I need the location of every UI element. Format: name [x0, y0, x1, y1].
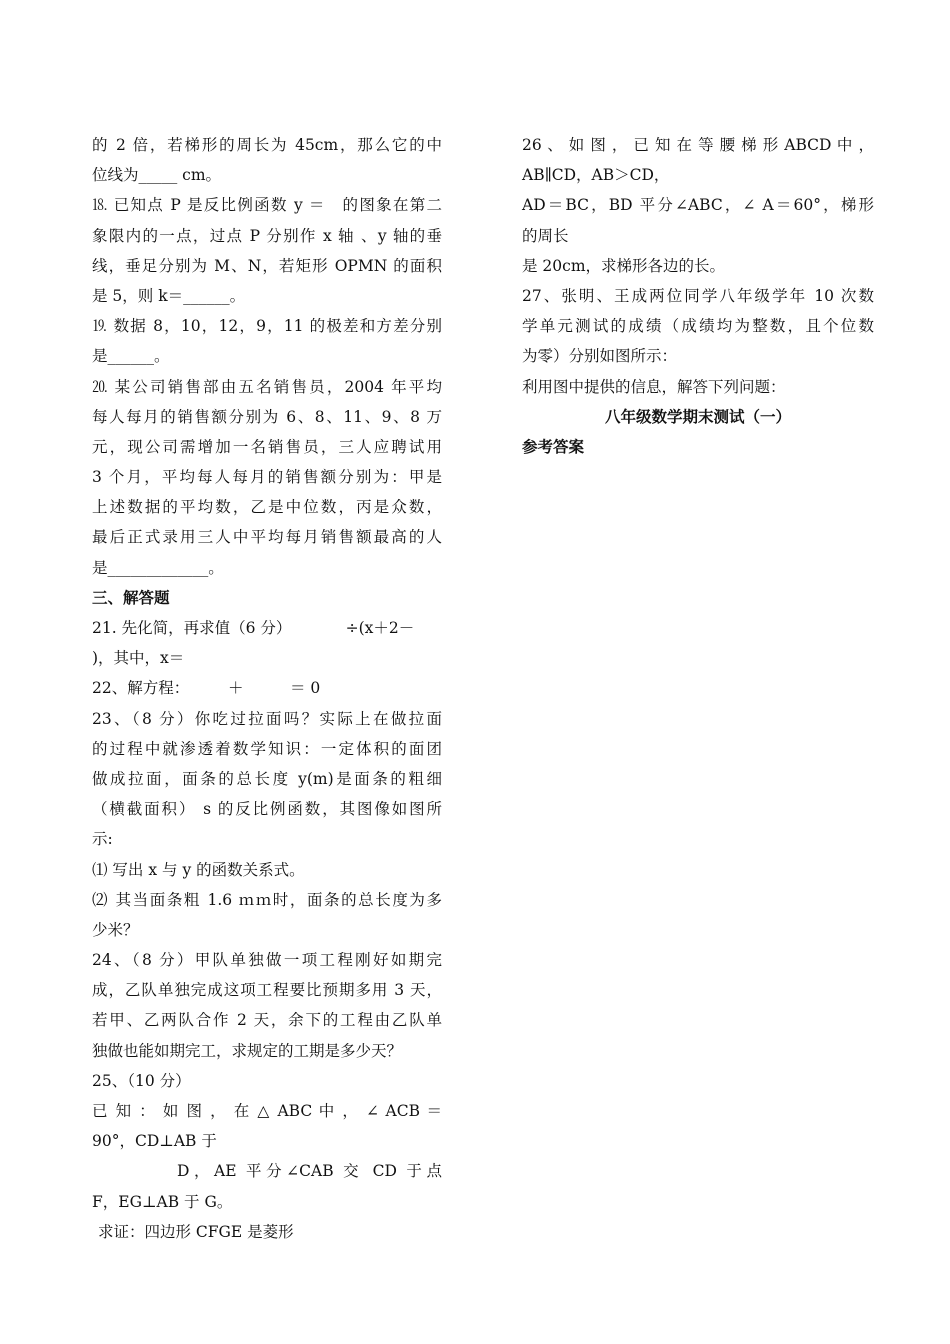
question-22: 22、解方程： ＋ ＝ 0	[92, 679, 321, 698]
section-heading: 三、解答题	[92, 588, 170, 607]
text-line: 的 2 倍，若梯形的周长为 45cm，那么它的中	[92, 136, 442, 154]
question-21: 21. 先化简，再求值（6 分） ÷(x＋2－	[92, 619, 415, 637]
text-line: 已 知 ： 如 图 ， 在 △ ABC 中 ， ∠ ACB ＝	[92, 1102, 442, 1120]
question-23: 23、（8 分）你吃过拉面吗？实际上在做拉面	[92, 709, 442, 728]
text-line: 为零）分别如图所示：	[522, 347, 678, 366]
left-column	[92, 130, 442, 1247]
text-line: 利用图中提供的信息，解答下列问题：	[522, 377, 786, 396]
text-line: 是_____________。	[92, 558, 224, 577]
text-line: 做成拉面，面条的总长度 y(m)是面条的粗细	[92, 769, 442, 788]
question-18: ⒙ 已知点 P 是反比例函数 y ＝ 的图象在第二	[92, 196, 442, 215]
answer-title: 八年级数学期末测试（一）	[604, 407, 791, 426]
text-line: AB∥CD，AB＞CD，	[522, 166, 670, 185]
text-line: 示:	[92, 830, 113, 849]
text-line: )，其中，x＝	[92, 649, 185, 668]
text-line: 若甲、乙两队合作 2 天，余下的工程由乙队单	[92, 1011, 442, 1030]
text-line: 3 个月，平均每人每月的销售额分别为：甲是	[92, 468, 442, 487]
text-line: 每人每月的销售额分别为 6、8、11、9、8 万	[92, 407, 442, 426]
question-19: ⒚ 数据 8，10，12，9，11 的极差和方差分别	[92, 317, 442, 336]
question-26: 26 、 如 图 ， 已 知 在 等 腰 梯 形 ABCD 中 ，	[522, 136, 874, 154]
text-line: 90°，CD⊥AB 于	[92, 1132, 217, 1151]
question-27: 27、张明、王成两位同学八年级学年 10 次数	[522, 286, 874, 305]
question-25: 25、（10 分）	[92, 1071, 191, 1090]
answer-subtitle: 参考答案	[522, 437, 585, 456]
text-line: 元，现公司需增加一名销售员，三人应聘试用	[92, 437, 442, 456]
right-column	[522, 130, 874, 462]
text-line: 线，垂足分别为 M、N，若矩形 OPMN 的面积	[92, 256, 442, 275]
text-line: 位线为_____ cm。	[92, 166, 222, 185]
text-line: （横截面积） s 的反比例函数，其图像如图所	[92, 800, 442, 819]
text-line: D，AE 平分∠CAB 交 CD 于点	[177, 1162, 442, 1181]
text-line: 少米？	[92, 920, 139, 939]
question-24: 24、（8 分）甲队单独做一项工程刚好如期完	[92, 951, 442, 970]
text-line: 最后正式录用三人中平均每月销售额最高的人	[92, 528, 442, 547]
text-line: 上述数据的平均数，乙是中位数，丙是众数，	[92, 498, 442, 517]
text-line: 象限内的一点，过点 P 分别作 x 轴 、y 轴的垂	[92, 226, 442, 245]
text-line: 的周长	[522, 226, 569, 245]
text-line: F，EG⊥AB 于 G。	[92, 1192, 233, 1211]
text-line: 是______。	[92, 347, 170, 366]
sub-question-1: ⑴ 写出 x 与 y 的函数关系式。	[92, 860, 305, 879]
text-line: 独做也能如期完工，求规定的工期是多少天？	[92, 1041, 403, 1060]
text-line: AD＝BC，BD 平分∠ABC，∠ A＝60°，梯形	[522, 196, 874, 215]
question-20: ⒛ 某公司销售部由五名销售员，2004 年平均	[92, 377, 442, 396]
text-line: 求证：四边形 CFGE 是菱形	[98, 1222, 294, 1241]
text-line: 学单元测试的成绩（成绩均为整数，且个位数	[522, 317, 874, 336]
sub-question-2: ⑵ 其当面条粗 1.6 ｍｍ时，面条的总长度为多	[92, 890, 442, 909]
text-line: 成，乙队单独完成这项工程要比预期多用 3 天，	[92, 981, 442, 1000]
text-line: 是 5，则 k＝______。	[92, 286, 246, 305]
text-line: 是 20cm，求梯形各边的长。	[522, 256, 726, 275]
text-line: 的过程中就渗透着数学知识：一定体积的面团	[92, 739, 442, 758]
